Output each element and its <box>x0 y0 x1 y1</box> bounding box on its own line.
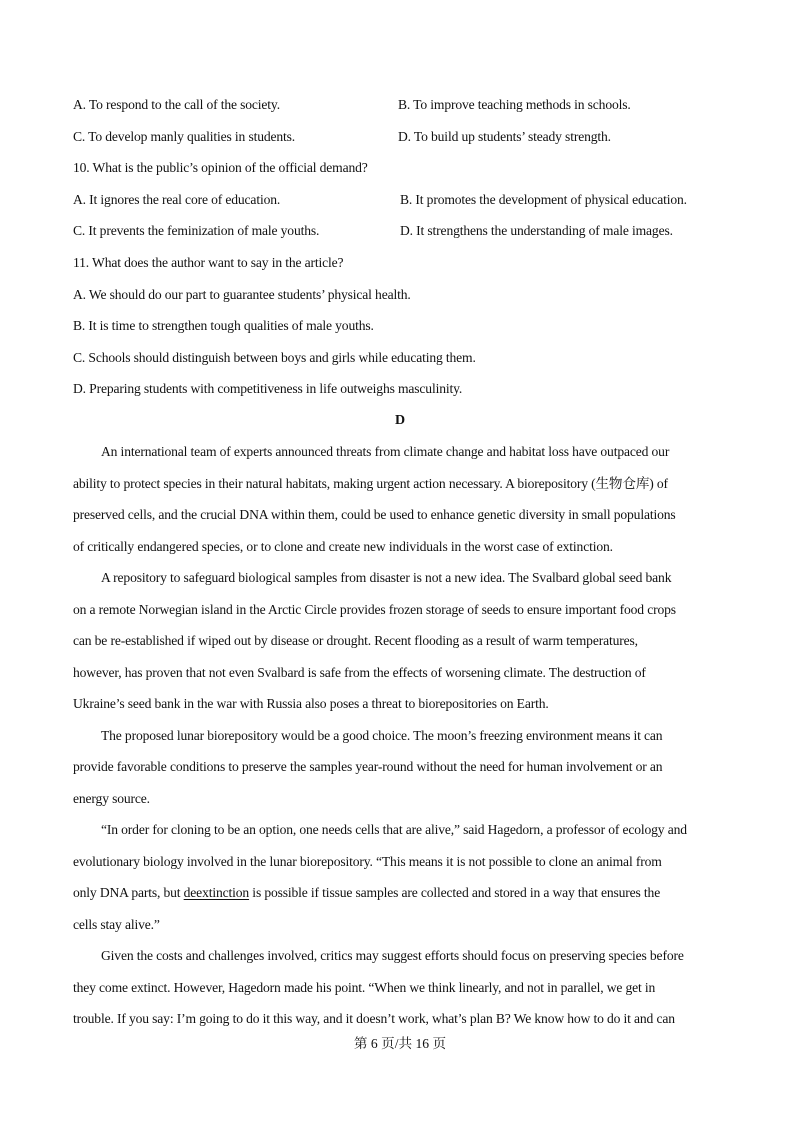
paragraph-line: Given the costs and challenges involved, critics may suggest efforts should focus on preserving species before <box>101 948 684 963</box>
paragraph-line: on a remote Norwegian island in the Arctic Circle provides frozen storage of seeds to ensure important food crops <box>73 602 676 617</box>
q9-option-c: C. To develop manly qualities in students. <box>73 129 296 144</box>
q11-option-d: D. Preparing students with competitiveness in life outweighs masculinity. <box>73 381 463 396</box>
paragraph-line: of critically endangered species, or to clone and create new individuals in the worst case of extinction. <box>73 539 613 554</box>
paragraph-line: can be re-established if wiped out by disease or drought. Recent flooding as a result of warm temperatures, <box>73 633 638 648</box>
page-indicator: 第 6 页/共 16 页 <box>353 1036 447 1051</box>
q10-option-b: B. It promotes the development of physical education. <box>400 192 687 207</box>
paragraph-line: cells stay alive.” <box>73 917 160 932</box>
paragraph-line: Ukraine’s seed bank in the war with Russia also poses a threat to biorepositories on Earth. <box>73 696 549 711</box>
paragraph-line: however, has proven that not even Svalbard is safe from the effects of worsening climate. The destruction of <box>73 665 646 680</box>
underlined-term-deextinction: deextinction <box>183 885 250 900</box>
q11-option-a: A. We should do our part to guarantee students’ physical health. <box>73 287 411 302</box>
paragraph-line: evolutionary biology involved in the lunar biorepository. “This means it is not possible to clone an animal from <box>73 854 662 869</box>
q11-option-c: C. Schools should distinguish between boys and girls while educating them. <box>73 350 476 365</box>
paragraph-line: energy source. <box>73 791 150 806</box>
paragraph-line: The proposed lunar biorepository would be a good choice. The moon’s freezing environment means it can <box>101 728 663 743</box>
text-span: is possible if tissue samples are collected and stored in a way that ensures the <box>249 885 661 900</box>
paragraph-line: provide favorable conditions to preserve the samples year-round without the need for human involvement or an <box>73 759 663 774</box>
q10-option-d: D. It strengthens the understanding of male images. <box>400 223 673 238</box>
section-d-title: D <box>394 413 406 428</box>
q11-option-b: B. It is time to strengthen tough qualities of male youths. <box>73 318 374 333</box>
paragraph-line: “In order for cloning to be an option, one needs cells that are alive,” said Hagedorn, a professor of ecology and <box>101 822 687 837</box>
paragraph-line: trouble. If you say: I’m going to do it this way, and it doesn’t work, what’s plan B? We know how to do it and can <box>73 1011 675 1026</box>
paragraph-line: A repository to safeguard biological samples from disaster is not a new idea. The Svalbard global seed bank <box>101 570 672 585</box>
paragraph-line: preserved cells, and the crucial DNA within them, could be used to enhance genetic diversity in small populations <box>73 507 676 522</box>
q10-option-c: C. It prevents the feminization of male youths. <box>73 223 320 238</box>
paragraph-line <box>73 884 660 902</box>
paragraph-line: An international team of experts announced threats from climate change and habitat loss have outpaced our <box>101 444 670 459</box>
paragraph-line: they come extinct. However, Hagedorn made his point. “When we think linearly, and not in parallel, we get in <box>73 980 656 995</box>
paragraph-line: ability to protect species in their natural habitats, making urgent action necessary. A biorepository (生物仓库) of <box>73 476 668 491</box>
q9-option-b: B. To improve teaching methods in schools. <box>398 97 631 112</box>
q10-question: 10. What is the public’s opinion of the official demand? <box>73 160 368 175</box>
text-span: only DNA parts, but <box>73 885 184 900</box>
q10-option-a: A. It ignores the real core of education. <box>73 192 281 207</box>
q11-question: 11. What does the author want to say in the article? <box>73 255 344 270</box>
q9-option-d: D. To build up students’ steady strength. <box>398 129 611 144</box>
q9-option-a: A. To respond to the call of the society. <box>73 97 280 112</box>
